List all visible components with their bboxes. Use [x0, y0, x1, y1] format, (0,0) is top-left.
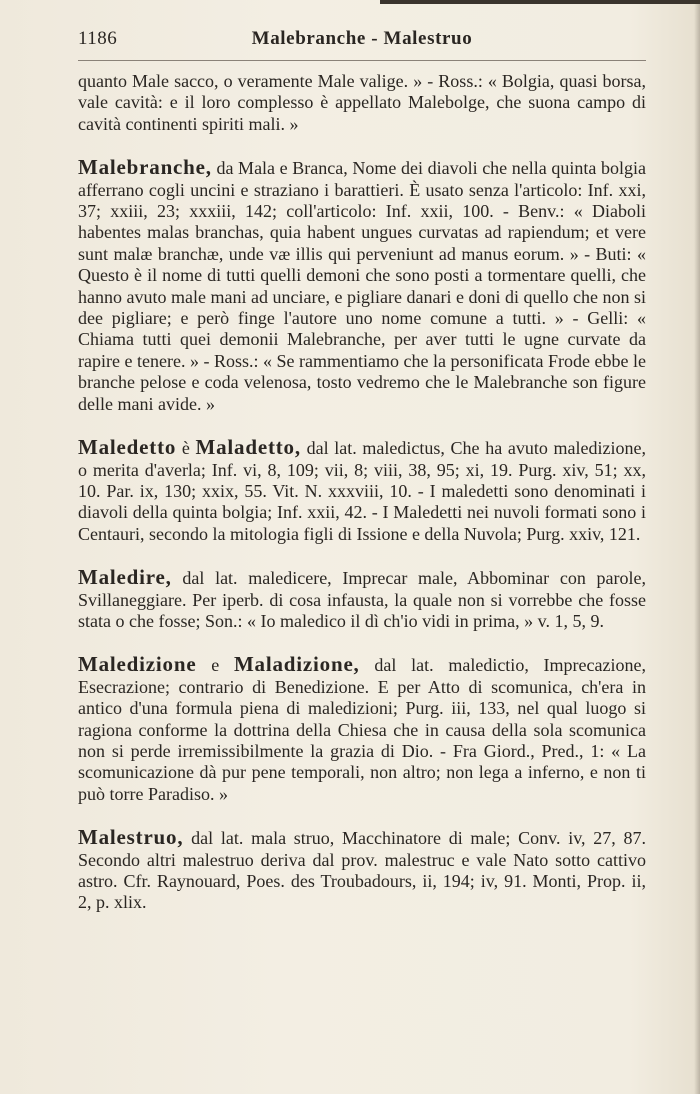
entry-headword-variant: Maladetto, [195, 435, 301, 460]
entry-maledire [78, 567, 646, 632]
entry-text: dal lat. maledicere, Imprecar male, Abbominar con parole, Svillaneggiare. Per iperb. di cosa infausta, la quale non si vorrebbe che fosse stata o che fosse; Son.: « Io maledico il dì ch'io vidi in prima, » v. 1, 5, 9. [78, 568, 646, 631]
entry-maledetto [78, 437, 646, 545]
entry-headword: Malestruo, [78, 825, 184, 850]
entry-headword: Maledetto [78, 435, 177, 460]
running-title: Malebranche - Malestruo [251, 28, 473, 49]
entry-malestruo [78, 827, 646, 914]
entry-continuation [78, 71, 646, 135]
entry-conjunction: e [196, 655, 234, 676]
page-edge-shadow [694, 0, 700, 1094]
entry-text: da Mala e Branca, Nome dei diavoli che nella quinta bolgia afferrano cogli uncini e straziano i barattieri. È usato senza l'articolo: Inf. xxi, 37; xxiii, 23; xxxiii, 142; coll'articolo: Inf. xxii, 100. - Benv.: « Diaboli habentes malas branchas, quia habent ungues curvatas ad rapiendum; et vere sunt malæ branchæ, unde væ illis qui perveniunt ad manus eorum. » - Buti: « Questo è il nome di tutti quelli demoni che sono posti a tormentare quelli, che hanno avuto male mani ad unciare, e pigliare danari e doni di quello che non si dee pigliare; e però finge l'autore uno nome comune a tutti. » - Gelli: « Chiama tutti quei demonii Malebranche, per aver tutti le ugne curvate da rapire e tenere. » - Ross.: « Se rammentiamo che la personificata Frode ebbe le branche pelose e coda velenosa, tosto vedremo che le Malebranche son figure delle mani avide. » [78, 158, 646, 414]
page-content [78, 71, 646, 914]
header-rule [78, 60, 646, 61]
entry-text: quanto Male sacco, o veramente Male valige. » - Ross.: « Bolgia, quasi borsa, vale cavità: e il loro complesso è appellato Malebolge, che suona campo di cavità continenti spiriti mali. » [78, 71, 646, 134]
entry-headword: Maledire, [78, 565, 172, 590]
entry-maledizione [78, 654, 646, 805]
entry-text: dal lat. maledictus, Che ha avuto maledizione, o merita d'averla; Inf. vi, 8, 109; vii, 8; viii, 38, 95; xi, 19. Purg. xiv, 51; xx, 10. Par. ix, 130; xxix, 55. Vit. N. xxxviii, 10. - I maledetti sono denominati i diavoli della quinta bolgia; Inf. xxii, 42. - I Maledetti nei nuvoli formati sono i Centauri, secondo la mitologia figli di Issione e della Nuvola; Purg. xxiv, 121. [78, 438, 646, 544]
entry-conjunction: è [176, 438, 196, 459]
entry-headword: Malebranche, [78, 155, 212, 180]
entry-malebranche [78, 157, 646, 415]
entry-text: dal lat. mala struo, Macchinatore di male; Conv. iv, 27, 87. Secondo altri malestruo deriva dal prov. malestruc e vale Nato sotto cattivo astro. Cfr. Raynouard, Poes. des Troubadours, ii, 194; iv, 91. Monti, Prop. ii, 2, p. xlix. [78, 828, 646, 913]
page-number: 1186 [78, 28, 118, 49]
entry-headword: Maledizione [78, 652, 197, 677]
top-edge-rule [380, 0, 700, 4]
entry-text: dal lat. maledictio, Imprecazione, Esecrazione; contrario di Benedizione. E per Atto di scomunica, ch'era in antico d'una formula piena di maledizioni; Purg. iii, 133, nel qual luogo si ragiona conforme la dottrina della Chiesa che in causa della sola scomunica non si perde irremissibilmente la grazia di Dio. - Fra Giord., Pred., 1: « La scomunicazione dà pur pene temporali, non altro; non lega a inferno, e non ti può torre Paradiso. » [78, 655, 646, 804]
entry-headword-variant: Maladizione, [233, 652, 360, 677]
running-header [78, 28, 646, 56]
